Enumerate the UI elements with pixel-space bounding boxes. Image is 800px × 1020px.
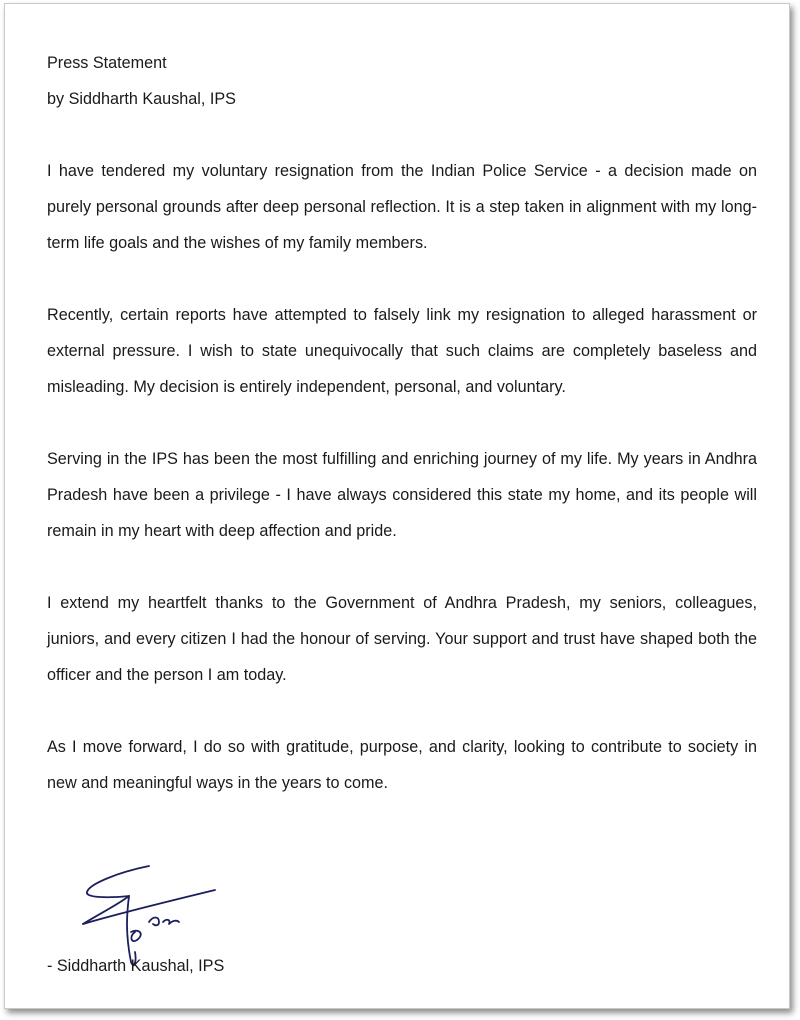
document-title: Press Statement [47, 54, 167, 72]
paragraph-1: I have tendered my voluntary resignation from the Indian Police Service - a decision made on purely personal grounds after deep personal reflection. It is a step taken in alignment with my long-term life goals and the wishes of my family members. [47, 162, 757, 252]
document-byline: by Siddharth Kaushal, IPS [47, 90, 236, 108]
document-body [47, 45, 757, 801]
paragraph-5: As I move forward, I do so with gratitude, purpose, and clarity, looking to contribute to society in new and meaningful ways in the years to come. [47, 738, 757, 792]
document-page [4, 3, 790, 1009]
sign-off: - Siddharth Kaushal, IPS [47, 957, 225, 975]
paragraph-4: I extend my heartfelt thanks to the Government of Andhra Pradesh, my seniors, colleagues, juniors, and every citizen I had the honour of serving. Your support and trust have shaped both the officer and the person I am today. [47, 594, 757, 684]
paragraph-2: Recently, certain reports have attempted to falsely link my resignation to alleged harassment or external pressure. I wish to state unequivocally that such claims are completely baseless and misleading. My decision is entirely independent, personal, and voluntary. [47, 306, 757, 396]
paragraph-3: Serving in the IPS has been the most fulfilling and enriching journey of my life. My years in Andhra Pradesh have been a privilege - I have always considered this state my home, and its people will remain in my heart with deep affection and pride. [47, 450, 757, 540]
